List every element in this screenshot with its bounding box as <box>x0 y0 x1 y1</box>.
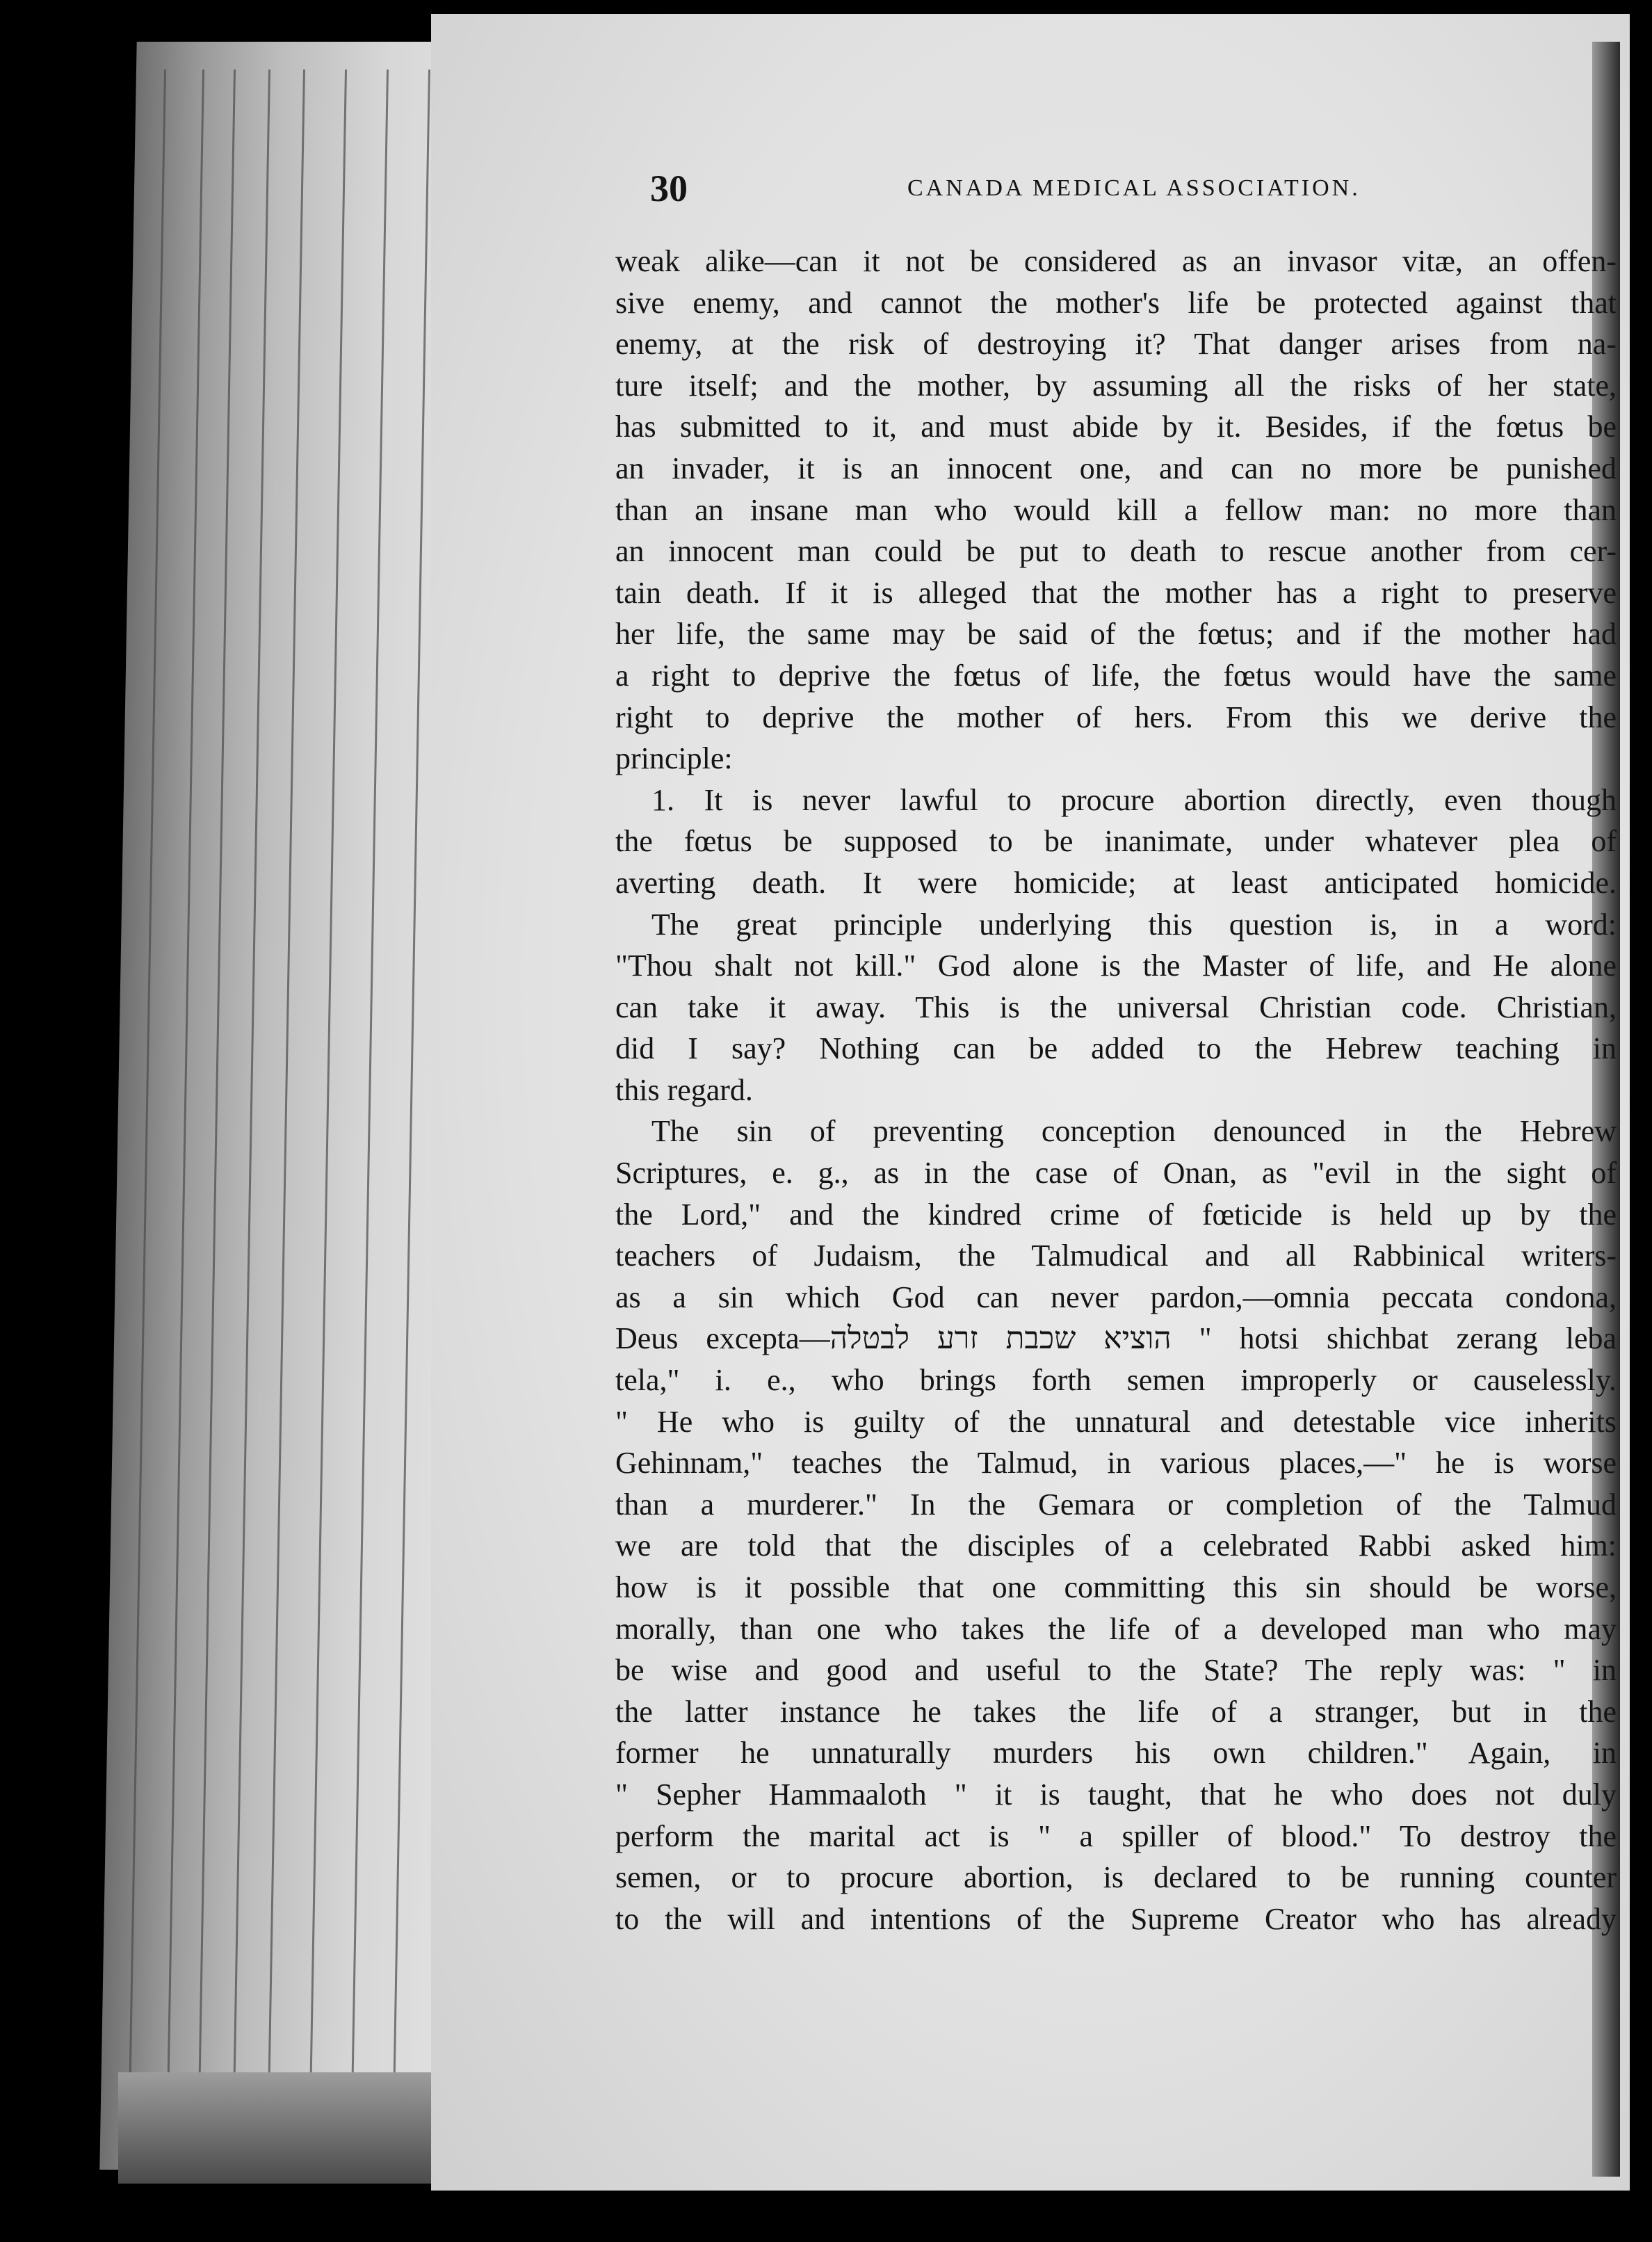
text-line: Deus excepta—הוציא שכבת זרע לבטלה " hotsi shichbat zerang leba <box>615 1321 1617 1356</box>
page-edge-line <box>168 70 204 2072</box>
text-line: the fœtus be supposed to be inanimate, under whatever plea of <box>615 824 1617 859</box>
text-line: as a sin which God can never pardon,—omnia peccata condona, <box>615 1280 1617 1314</box>
text-line: a right to deprive the fœtus of life, the fœtus would have the same <box>615 658 1617 693</box>
text-line: can take it away. This is the universal Christian code. Christian, <box>615 990 1617 1024</box>
text-line: tela," i. e., who brings forth semen improperly or causelessly. <box>615 1363 1617 1398</box>
text-line: 1. It is never lawful to procure abortion directly, even though <box>651 782 1617 817</box>
text-line: Gehinnam," teaches the Talmud, in various places,—" he is worse <box>615 1446 1617 1481</box>
text-line: than an insane man who would kill a fellow man: no more than <box>615 492 1617 527</box>
page-edge-line <box>199 70 236 2072</box>
text-line: perform the marital act is " a spiller of blood." To destroy the <box>615 1818 1617 1853</box>
text-line: averting death. It were homicide; at least anticipated homicide. <box>615 865 1617 900</box>
page-number: 30 <box>650 168 688 209</box>
text-line: " He who is guilty of the unnatural and detestable vice inherits <box>615 1404 1617 1439</box>
page-edge-line <box>268 70 305 2072</box>
text-line: morally, than one who takes the life of a developed man who may <box>615 1611 1617 1646</box>
text-line: did I say? Nothing can be added to the Hebrew teaching in <box>615 1031 1617 1066</box>
text-line: "Thou shalt not kill." God alone is the Master of life, and He alone <box>615 949 1617 983</box>
text-line: the Lord," and the kindred crime of fœticide is held up by the <box>615 1197 1617 1232</box>
text-line: The sin of preventing conception denounced in the Hebrew <box>651 1114 1617 1149</box>
text-line: ture itself; and the mother, by assuming all the risks of her state, <box>615 368 1617 403</box>
text-line: we are told that the disciples of a celebrated Rabbi asked him: <box>615 1529 1617 1563</box>
text-line: to the will and intentions of the Supreme Creator who has already <box>615 1901 1617 1936</box>
text-line: an innocent man could be put to death to rescue another from cer- <box>615 534 1617 569</box>
text-line: how is it possible that one committing this sin should be worse, <box>615 1570 1617 1604</box>
body-text <box>615 241 1617 1939</box>
text-line: than a murderer." In the Gemara or completion of the Talmud <box>615 1487 1617 1522</box>
text-line: principle: <box>615 741 733 776</box>
text-line: sive enemy, and cannot the mother's life be protected against that <box>615 285 1617 320</box>
text-line: has submitted to it, and must abide by it. Besides, if the fœtus be <box>615 410 1617 444</box>
text-line: teachers of Judaism, the Talmudical and all Rabbinical writers- <box>615 1239 1617 1273</box>
page-edge-line <box>352 70 389 2072</box>
page-edge-line <box>234 70 270 2072</box>
text-line: weak alike—can it not be considered as an invasor vitæ, an offen- <box>615 244 1617 278</box>
page-edge-line <box>310 70 347 2072</box>
text-line: " Sepher Hammaaloth " it is taught, that he who does not duly <box>615 1777 1617 1812</box>
text-line: this regard. <box>615 1072 753 1107</box>
text-line: tain death. If it is alleged that the mother has a right to preserve <box>615 575 1617 610</box>
page-header <box>650 167 1408 216</box>
text-line: semen, or to procure abortion, is declared to be running counter <box>615 1860 1617 1895</box>
text-line: an invader, it is an innocent one, and can no more be punished <box>615 451 1617 485</box>
text-line: Scriptures, e. g., as in the case of Onan, as "evil in the sight of <box>615 1156 1617 1191</box>
page-edge-line <box>129 70 166 2072</box>
page-edge-line <box>394 70 430 2072</box>
text-line: enemy, at the risk of destroying it? That danger arises from na- <box>615 327 1617 362</box>
running-head: CANADA MEDICAL ASSOCIATION. <box>907 175 1361 201</box>
text-line: former he unnaturally murders his own children." Again, in <box>615 1736 1617 1771</box>
text-line: her life, the same may be said of the fœtus; and if the mother had <box>615 617 1617 652</box>
text-line: be wise and good and useful to the State? The reply was: " in <box>615 1653 1617 1688</box>
text-line: the latter instance he takes the life of a stranger, but in the <box>615 1694 1617 1729</box>
text-line: The great principle underlying this question is, in a word: <box>651 907 1617 942</box>
text-line: right to deprive the mother of hers. From this we derive the <box>615 700 1617 734</box>
